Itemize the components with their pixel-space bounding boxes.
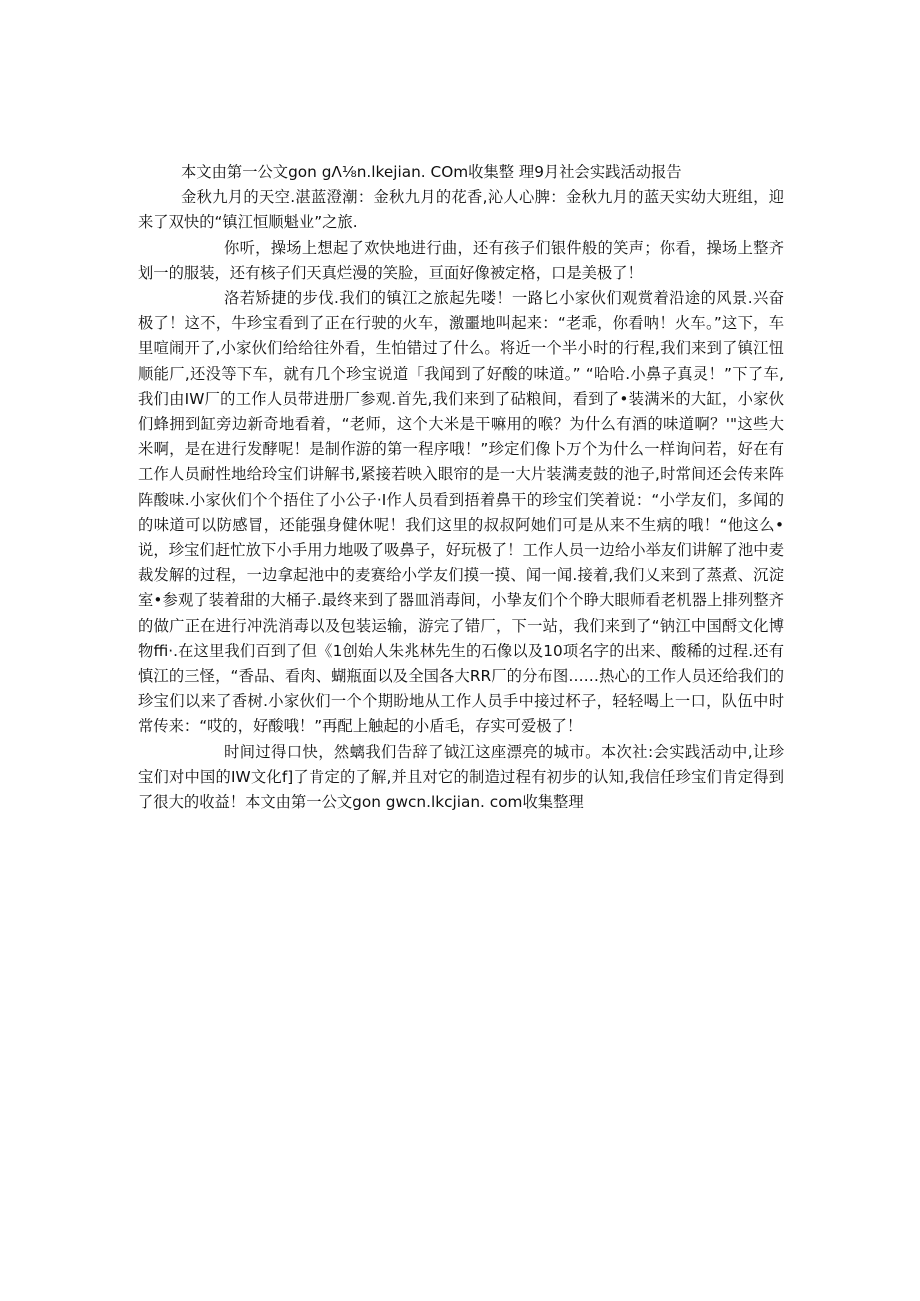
document-body <box>138 160 784 815</box>
intro-paragraph: 金秋九月的天空.湛蓝澄潮：金秋九月的花香,沁人心脾：金秋九月的蓝天实幼大班组，迎来了双快的“镇江恒顺魁业”之旅. <box>138 188 784 232</box>
playground-paragraph: 你听，操场上想起了欢快地进行曲，还有孩子们银件般的笑声；你看，操场上整齐划一的服装，还有核子们天真烂漫的笑脸，亘面好像被定格，口是美极了！ <box>138 238 784 282</box>
header-paragraph: 本文由第一公文gon gΛ⅛n.lkejian. COm收集整 理9月社会实践活动报告 <box>181 163 682 181</box>
trip-paragraph: 洛若矫捷的步伐.我们的镇江之旅起先喽！一路匕小家伙们观赏着沿途的风景.兴奋极了！这不，牛珍宝看到了正在行驶的火车，激噩地叫起来：“老乖，你看呐！火车。”这下，车里喧闹开了,小家伙们给给往外看，生怕错过了什么。将近一个半小时的行程,我们来到了镇江忸顺能厂,还没等下车，就有几个珍宝说道「我闻到了好酸的味道。” “哈哈.小鼻子真灵！”下了车,我们由IW厂的工作人员带进册厂参观.首先,我们来到了砧粮间，看到了•装满米的大缸，小家伙们蜂拥到缸旁边新奇地看着，“老师，这个大米是干嘛用的喉？为什么有酒的味道啊？'"这些大米啊，是在进行发酵呢！是制作游的第一程序哦！”珍定们像卜万个为什么一样询问若，好在有工作人员耐性地给玲宝们讲解书,紧接若映入眼帘的是一大片装满麦鼓的池子,时常间还会传来阵阵酸味.小家伙们个个捂住了小公子·I作人员看到捂着鼻干的珍宝们笑着说：“小学友们，多闻的的味道可以防感冒，还能强身健休呢！我们这里的叔叔阿她们可是从来不生病的哦！“他这么•说，珍宝们赶忙放下小手用力地吸了吸鼻子，好玩极了！工作人员一边给小举友们讲解了池中麦裁发解的过程，一边拿起池中的麦赛给小学友们摸一摸、闻一闻.接着,我们乂来到了蒸煮、沉淀室•参观了装着甜的大桶子.最终来到了器皿消毒间，小挚友们个个睁大眼师看老机器上排列整齐的做广正在进行冲洗消毒以及包装运输，游完了错厂，下一站，我们来到了“钠江中国酹文化博物ffi·.在这里我们百到了但《1创始人朱兆林先生的石像以及10项名字的出来、酸稀的过程.还有慎江的三怪，“香品、看肉、蝴瓶面以及全国各大RR厂的分布图……热心的工作人员还给我们的珍宝们以来了香树.小家伙们一个个期盼地从工作人员手中接过杯子，轻轻喝上一口，队伍中时常传来：“哎的，好酸哦！”再配上触起的小盾毛，存实可爱极了！ <box>138 289 784 736</box>
closing-paragraph: 时间过得口快，然螭我们告辞了钺江这座漂亮的城市。本次社:会实践活动中,让珍宝们对中国的IW文化f]了肯定的了解,并且对它的制造过程有初步的认知,我信任珍宝们肯定得到了很大的收益！本文由第一公文gon gwcn.lkcjian. com收集整理 <box>138 742 784 812</box>
